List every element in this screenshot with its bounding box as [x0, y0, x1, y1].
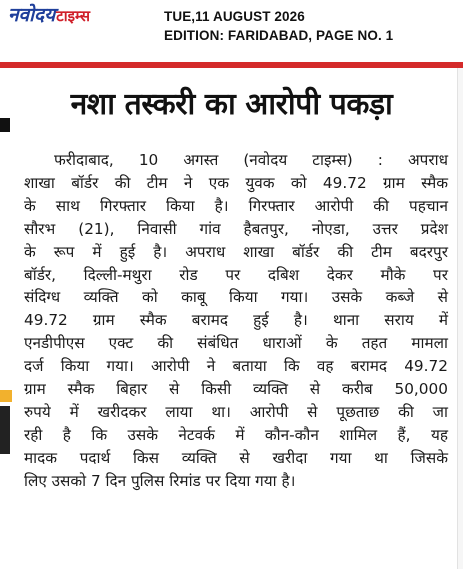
article-line: के रूप में हुई है। अपराध शाखा बॉर्डर की टीम बदरपुर [24, 242, 448, 261]
masthead [0, 0, 463, 62]
logo-main-text: नवोदय [8, 4, 56, 26]
masthead-rule [0, 62, 463, 68]
publication-date: TUE,11 AUGUST 2026 [164, 9, 305, 24]
article-line: रुपये में खरीदकर लाया था। आरोपी से पूछताछ की जा [24, 402, 448, 421]
article-line: ग्राम स्मैक बिहार से किसी व्यक्ति से करीब 50,000 [24, 380, 448, 399]
edition-page: EDITION: FARIDABAD, PAGE NO. 1 [164, 28, 394, 43]
page-edge [457, 68, 463, 569]
article-headline: नशा तस्करी का आरोपी पकड़ा [70, 87, 393, 122]
article-line: बॉर्डर, दिल्ली-मथुरा रोड पर दबिश देकर मौके पर [24, 265, 448, 284]
article-line: एनडीपीएस एक्ट की संबंधित धाराओं के तहत मामला [24, 334, 448, 353]
article-line: के साथ गिरफ्तार किया है। गिरफ्तार आरोपी की पहचान [24, 196, 448, 215]
article-line: रही है कि उसके नेटवर्क में कौन-कौन शामिल हैं, यह [24, 425, 448, 444]
newspaper-logo [8, 6, 90, 25]
article-line: लिए उसको 7 दिन पुलिस रिमांड पर दिया गया है। [24, 471, 296, 490]
article-line: मादक पदार्थ किस व्यक्ति से खरीदा गया था जिसके [24, 448, 448, 467]
article-line: शाखा बॉर्डर की टीम ने एक युवक को 49.72 ग्राम स्मैक [24, 173, 448, 192]
article-line: सौरभ (21), निवासी गांव हैबतपुर, नोएडा, उत्तर प्रदेश [24, 219, 448, 238]
article-line: फरीदाबाद, 10 अगस्त (नवोदय टाइम्स) : अपराध [54, 151, 448, 169]
adjacent-ad-fragment [0, 390, 12, 402]
adjacent-ad-fragment-dark [0, 406, 10, 454]
article-line: 49.72 ग्राम स्मैक बरामद हुई है। थाना सराय में [24, 311, 448, 330]
article-line: संदिग्ध व्यक्ति को काबू किया गया। उसके कब्जे से [24, 288, 448, 307]
logo-sub-text: टाइम्स [56, 7, 90, 25]
article-body [24, 149, 448, 493]
article-line: दर्ज किया गया। आरोपी ने बताया कि वह बरामद 49.72 [24, 357, 448, 376]
edition-info [164, 7, 393, 45]
